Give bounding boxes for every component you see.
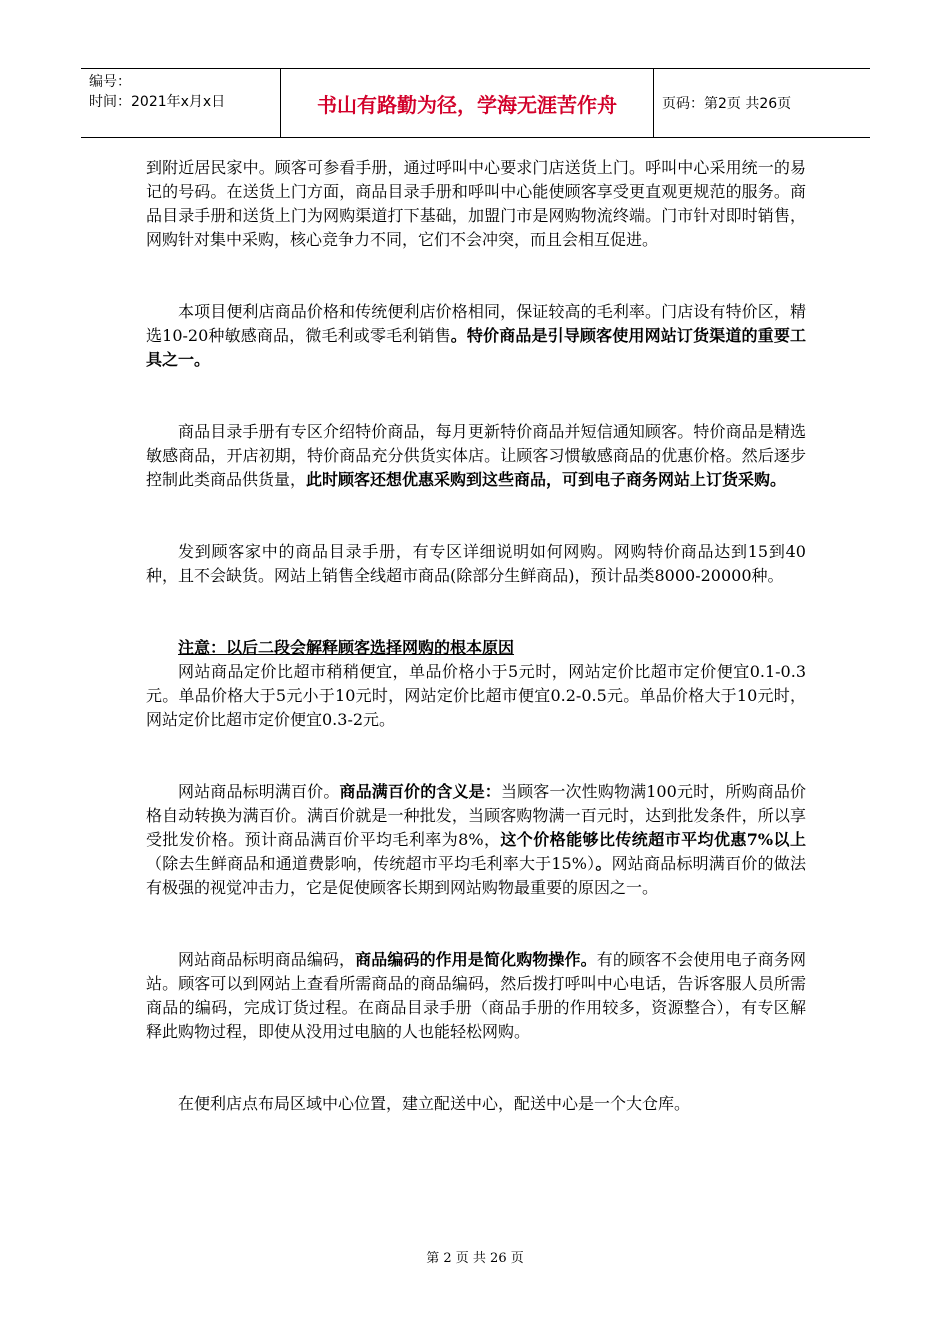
time-label: 时间：2021年x月x日 <box>89 94 226 110</box>
paragraph-6: 网站商品标明满百价。商品满百价的含义是：当顾客一次性购物满100元时，所购商品价格自动转换为满百价。满百价就是一种批发，当顾客购物满一百元时，达到批发条件，所以享受批发价格。预计商品满百价平均毛利率为8%，这个价格能够比传统超市平均优惠7%以上（除去生鲜商品和通道费影响，传统超市平均毛利率大于15%）。网站商品标明满百价的做法有极强的视觉冲击力，它是促使顾客长期到网站购物最重要的原因之一。 <box>146 782 806 897</box>
paragraph-4: 发到顾客家中的商品目录手册，有专区详细说明如何网购。网购特价商品达到15到40种，且不会缺货。网站上销售全线超市商品(除部分生鲜商品)，预计品类8000-20000种。 <box>146 542 806 585</box>
document-body <box>146 156 806 1116</box>
page-footer: 第 2 页 共 26 页 <box>426 1251 524 1266</box>
paragraph-1: 到附近居民家中。顾客可参看手册，通过呼叫中心要求门店送货上门。呼叫中心采用统一的易记的号码。在送货上门方面，商品目录手册和呼叫中心能使顾客享受更直观更规范的服务。商品目录手册和送货上门为网购渠道打下基础，加盟门市是网购物流终端。门市针对即时销售，网购针对集中采购，核心竞争力不同，它们不会冲突，而且会相互促进。 <box>146 158 806 249</box>
header-motto: 书山有路勤为径，学海无涯苦作舟 <box>281 69 654 137</box>
code-label: 编号： <box>89 74 131 90</box>
header-meta <box>81 69 281 137</box>
paragraph-5: 网站商品定价比超市稍稍便宜，单品价格小于5元时，网站定价比超市定价便宜0.1-0.3元。单品价格大于5元小于10元时，网站定价比超市便宜0.2-0.5元。单品价格大于10元时，网站定价比超市定价便宜0.3-2元。 <box>146 662 806 729</box>
paragraph-8: 在便利店点布局区域中心位置，建立配送中心，配送中心是一个大仓库。 <box>178 1094 691 1113</box>
paragraph-2: 本项目便利店商品价格和传统便利店价格相同，保证较高的毛利率。门店设有特价区，精选10-20种敏感商品，微毛利或零毛利销售。特价商品是引导顾客使用网站订货渠道的重要工具之一。 <box>146 302 806 369</box>
note-heading: 注意：以后二段会解释顾客选择网购的根本原因 <box>178 638 515 657</box>
page-number-label: 页码：第2页 共26页 <box>662 96 792 112</box>
page-header <box>81 68 870 138</box>
paragraph-7: 网站商品标明商品编码，商品编码的作用是简化购物操作。有的顾客不会使用电子商务网站。顾客可以到网站上查看所需商品的商品编码，然后拨打呼叫中心电话，告诉客服人员所需商品的编码，完成订货过程。在商品目录手册（商品手册的作用较多，资源整合），有专区解释此购物过程，即使从没用过电脑的人也能轻松网购。 <box>146 950 806 1041</box>
paragraph-3: 商品目录手册有专区介绍特价商品，每月更新特价商品并短信通知顾客。特价商品是精选敏感商品，开店初期，特价商品充分供货实体店。让顾客习惯敏感商品的优惠价格。然后逐步控制此类商品供货量，此时顾客还想优惠采购到这些商品，可到电子商务网站上订货采购。 <box>146 422 806 489</box>
